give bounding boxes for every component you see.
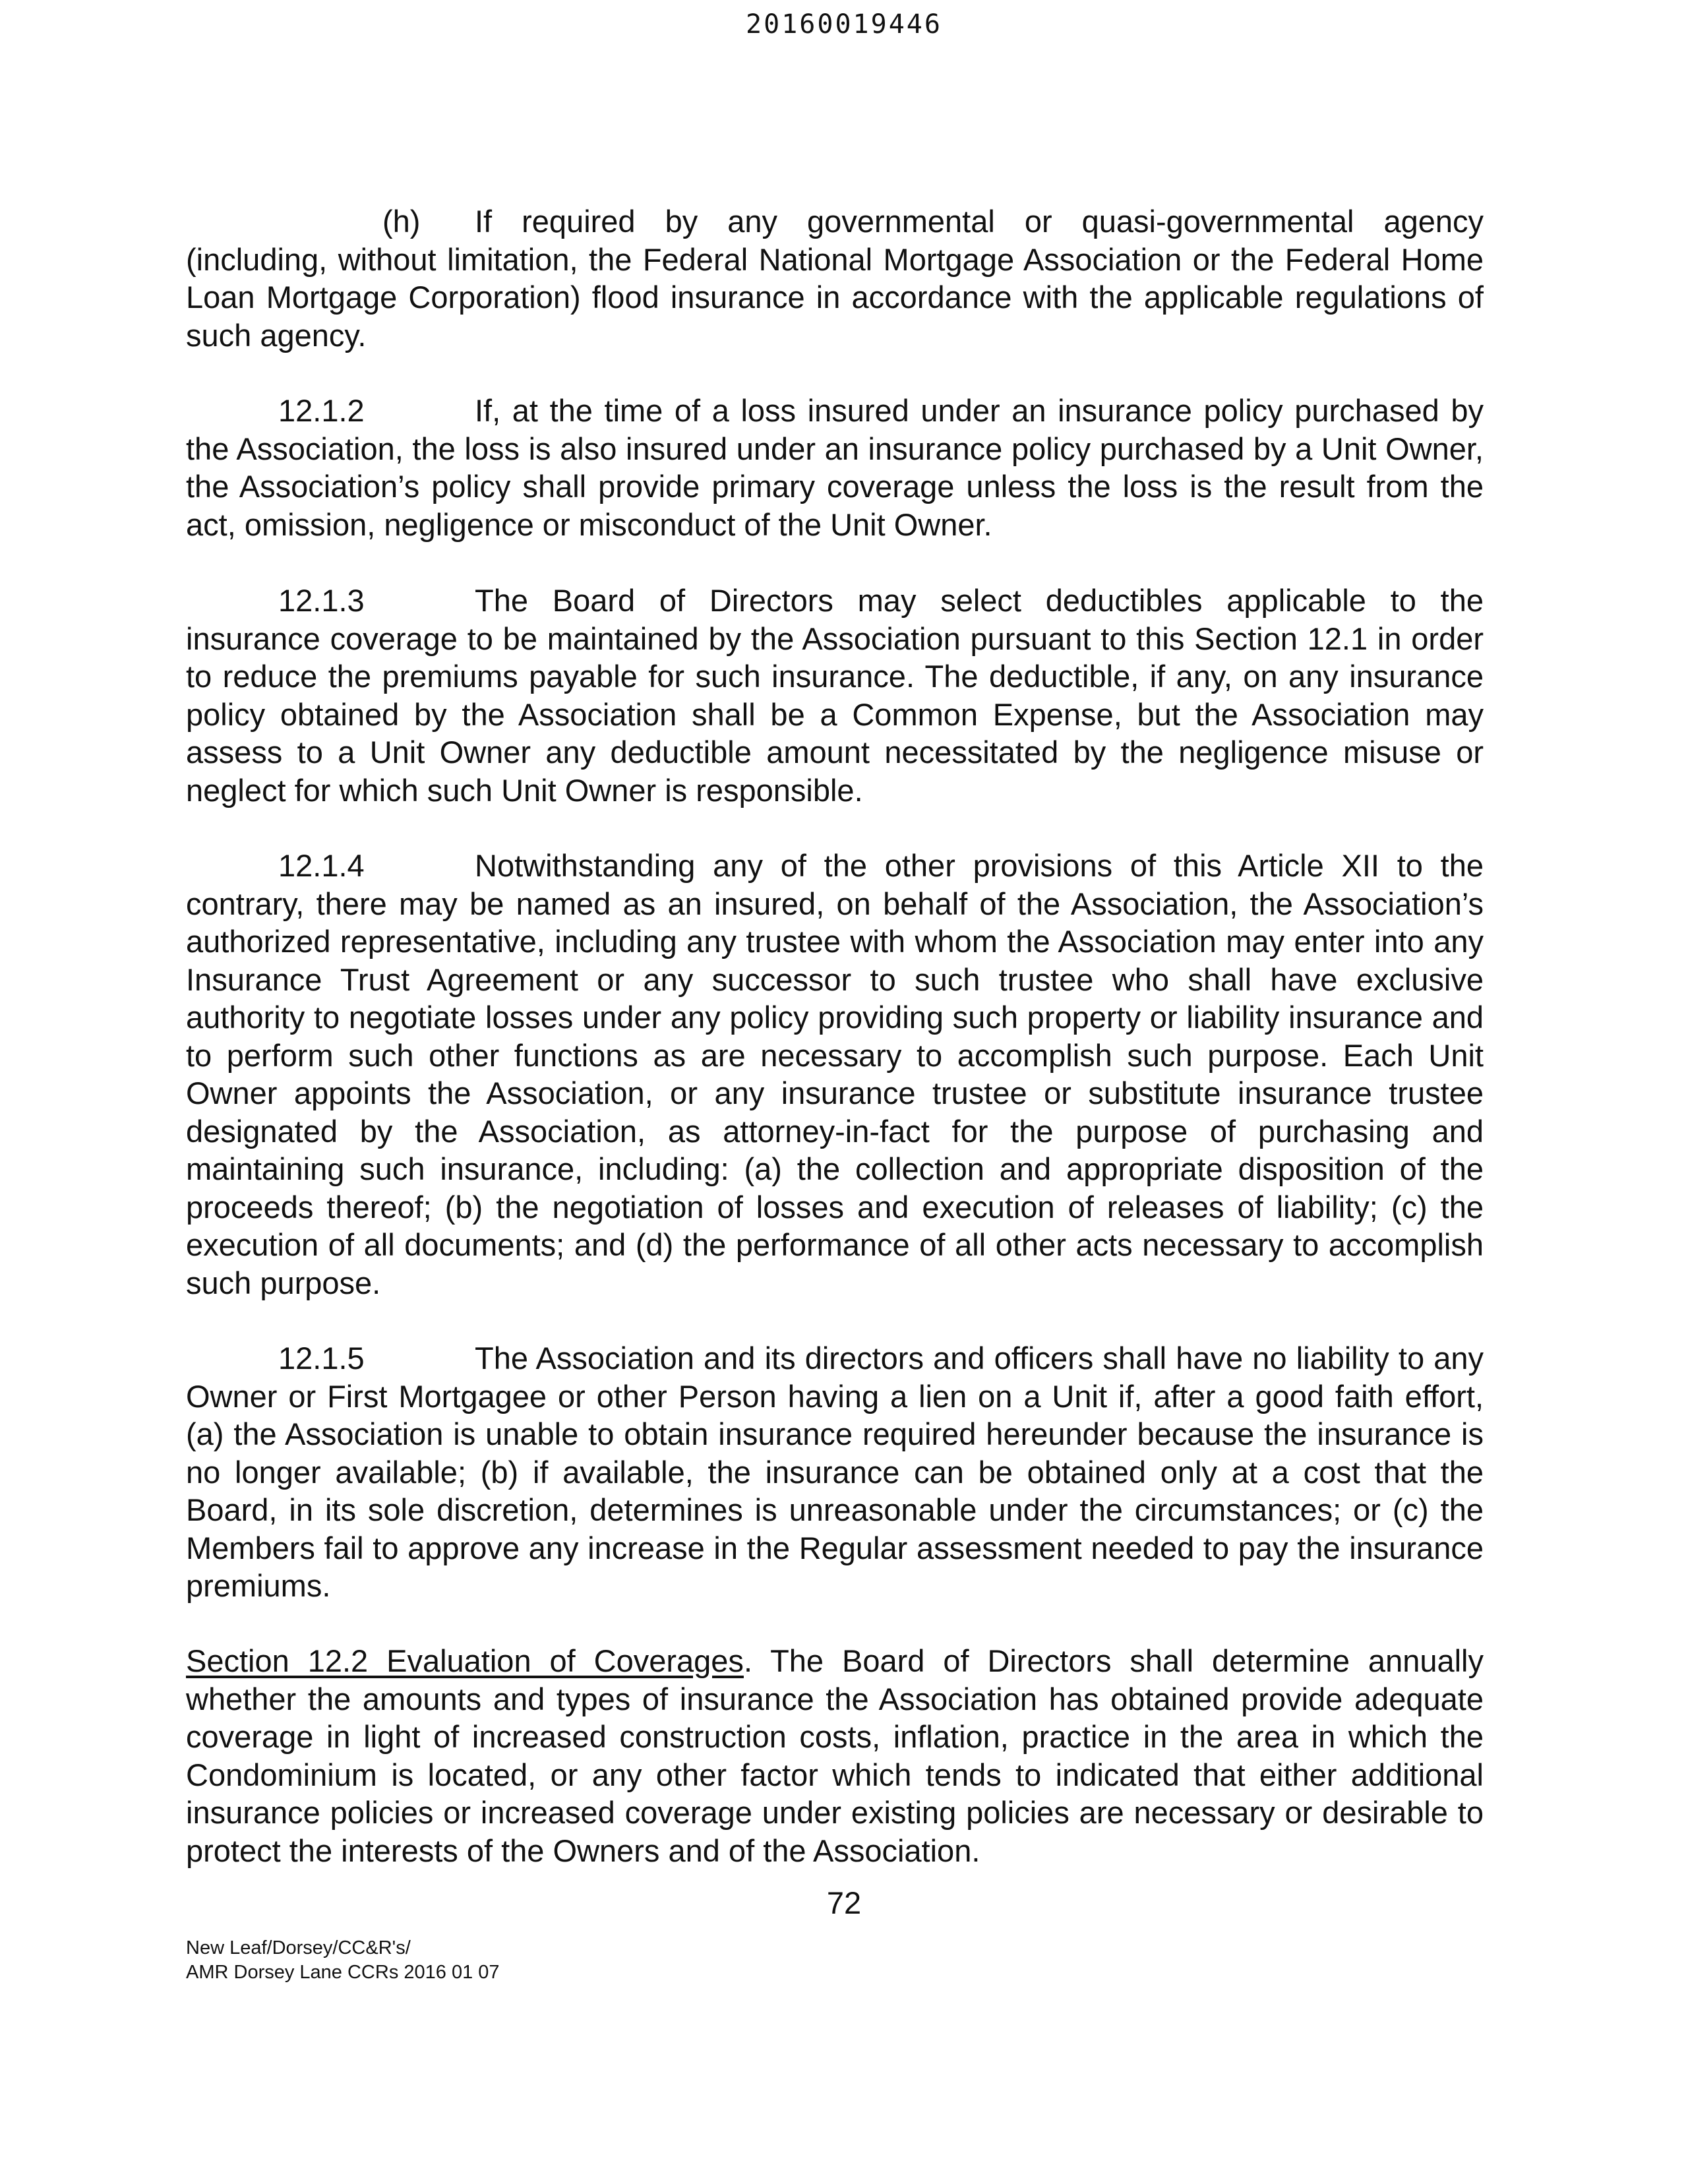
paragraph-number: (h) (382, 204, 421, 239)
paragraph-text: The Association and its directors and officers shall have no liability to any Owner or First Mortgagee or other Person having a lien on a Unit if, after a good faith effort, (a) the Association is unable to obtain insurance required hereunder because the insurance is no longer available; (b) if available, the insurance can be obtained only at a cost that the Board, in its sole discretion, determines is unreasonable under the circumstances; or (c) the Members fail to approve any increase in the Regular assessment needed to pay the insurance premiums. (186, 1341, 1484, 1603)
section-12-2 (186, 1642, 1484, 1869)
paragraph-text: Notwithstanding any of the other provisions of this Article XII to the contrary, there may be named as an insured, on behalf of the Association, the Association’s authorized representative, including any trustee with whom the Association may enter into any Insurance Trust Agreement or any successor to such trustee who shall have exclusive authority to negotiate losses under any policy providing such property or liability insurance and to perform such other functions as are necessary to accomplish such purpose. Each Unit Owner appoints the Association, or any insurance trustee or substitute insurance trustee designated by the Association, as attorney-in-fact for the purpose of purchasing and maintaining such insurance, including: (a) the collection and appropriate disposition of the proceeds thereof; (b) the negotiation of losses and execution of releases of liability; (c) the execution of all documents; and (d) the performance of all other acts necessary to accomplish such purpose. (186, 848, 1484, 1300)
paragraph-h (186, 202, 1484, 354)
paragraph-12-1-5 (186, 1339, 1484, 1605)
paragraph-number: 12.1.2 (278, 393, 365, 428)
paragraph-number: 12.1.5 (278, 1341, 365, 1376)
footer (186, 1936, 500, 1985)
paragraph-12-1-2 (186, 392, 1484, 543)
paragraph-12-1-3 (186, 582, 1484, 809)
paragraph-text: If, at the time of a loss insured under an insurance policy purchased by the Association, the loss is also insured under an insurance policy purchased by a Unit Owner, the Association’s policy shall provide primary coverage unless the loss is the result from the act, omission, negligence or misconduct of the Unit Owner. (186, 393, 1484, 542)
paragraph-12-1-4 (186, 847, 1484, 1302)
paragraph-number: 12.1.3 (278, 583, 365, 618)
footer-line-1: New Leaf/Dorsey/CC&R's/ (186, 1937, 411, 1958)
document-number: 20160019446 (746, 9, 942, 40)
section-heading: Section 12.2 Evaluation of Coverages (186, 1643, 744, 1678)
paragraph-text: The Board of Directors may select deductibles applicable to the insurance coverage to be maintained by the Association pursuant to this Section 12.1 in order to reduce the premiums payable for such insurance. The deductible, if any, on any insurance policy obtained by the Association shall be a Common Expense, but the Association may assess to a Unit Owner any deductible amount necessitated by the negligence misuse or neglect for which such Unit Owner is responsible. (186, 583, 1484, 808)
page-number: 72 (826, 1885, 862, 1920)
paragraph-text: If required by any governmental or quasi-governmental agency (including, without limitation, the Federal National Mortgage Association or the Federal Home Loan Mortgage Corporation) flood insurance in accordance with the applicable regulations of such agency. (186, 204, 1484, 353)
section-text: . The Board of Directors shall determine annually whether the amounts and types of insurance the Association has obtained provide adequate coverage in light of increased construction costs, inflation, practice in the area in which the Condominium is located, or any other factor which tends to indicated that either additional insurance policies or increased coverage under existing policies are necessary or desirable to protect the interests of the Owners and of the Association. (186, 1643, 1484, 1868)
paragraph-number: 12.1.4 (278, 848, 365, 883)
footer-line-2: AMR Dorsey Lane CCRs 2016 01 07 (186, 1962, 500, 1983)
